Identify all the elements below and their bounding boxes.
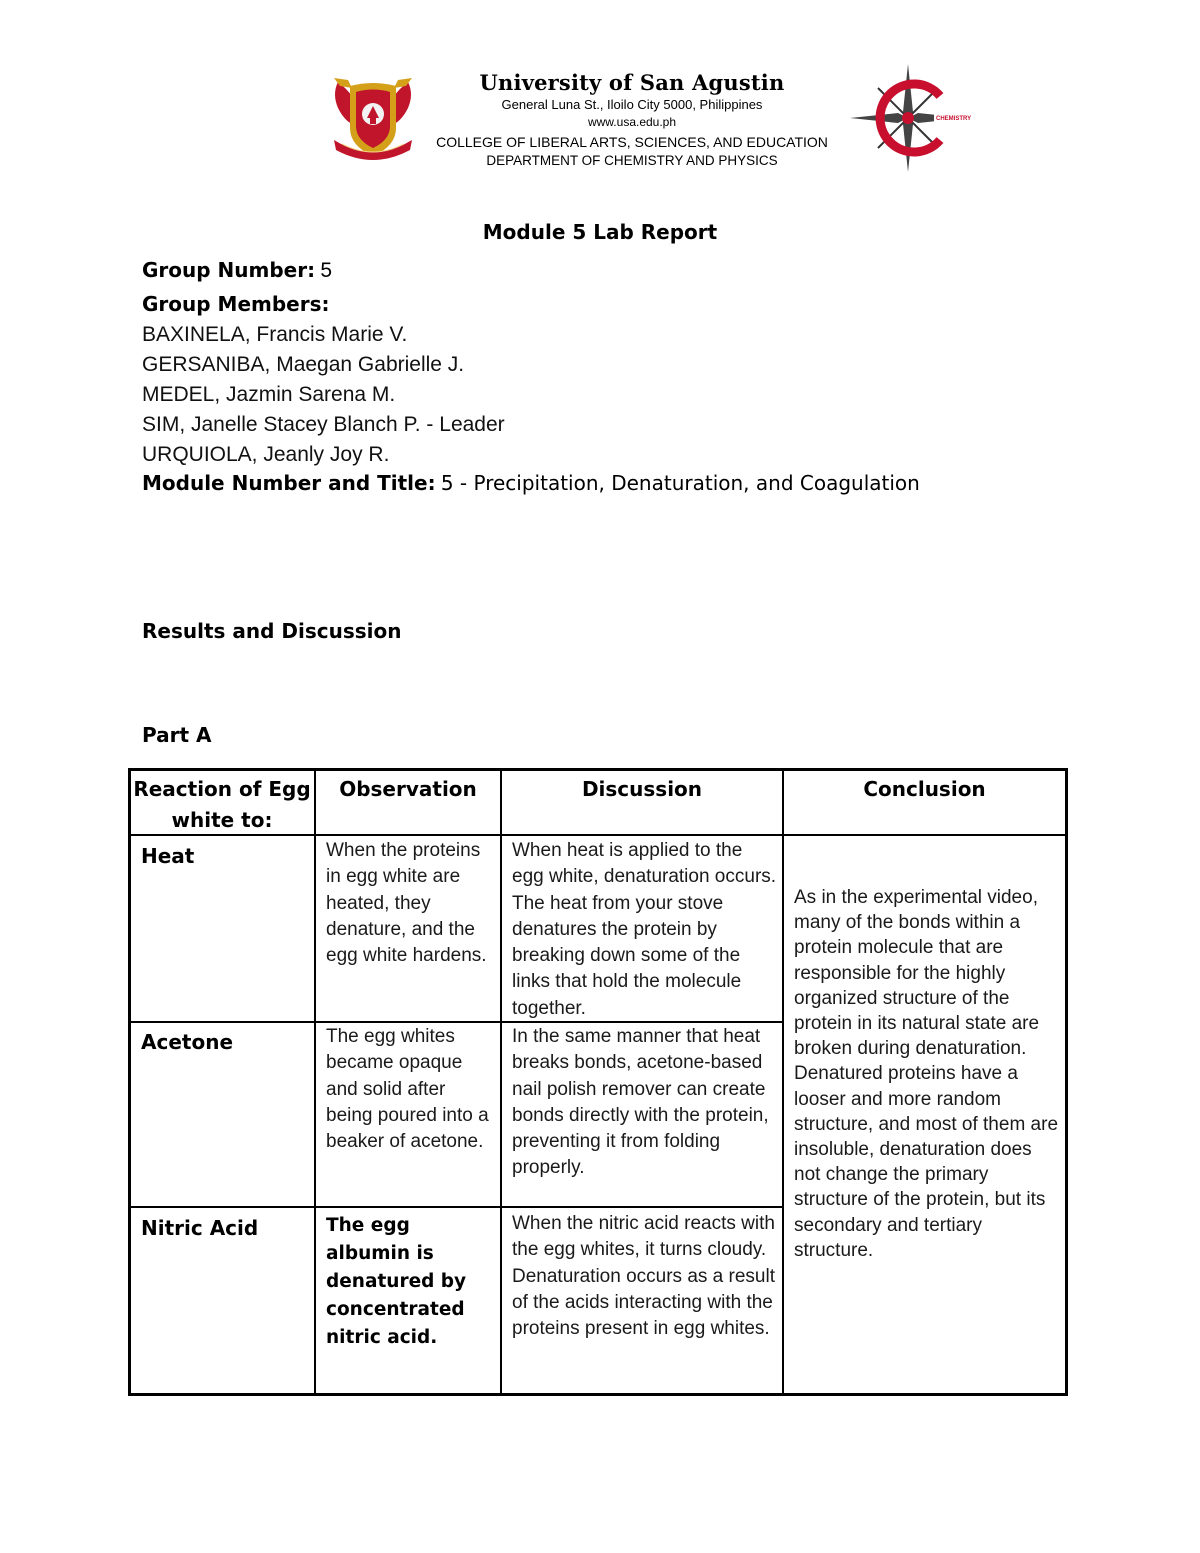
chemistry-logo-text: CHEMISTRY: [936, 116, 972, 122]
member-item: SIM, Janelle Stacey Blanch P. - Leader: [142, 413, 505, 436]
member-item: BAXINELA, Francis Marie V.: [142, 323, 408, 346]
observation-heat: When the proteins in egg white are heated, they denature, and the egg white hardens.: [326, 840, 487, 967]
row-label-heat: Heat: [141, 844, 195, 868]
results-heading: Results and Discussion: [142, 619, 402, 643]
university-seal-logo: [330, 74, 416, 162]
college-name: COLLEGE OF LIBERAL ARTS, SCIENCES, AND EDUCATION: [436, 134, 828, 150]
header-conclusion: Conclusion: [863, 777, 986, 801]
header-reaction: Reaction of Egg white to:: [133, 777, 311, 832]
member-item: URQUIOLA, Jeanly Joy R.: [142, 443, 390, 466]
member-item: MEDEL, Jazmin Sarena M.: [142, 383, 396, 406]
row-label-acetone: Acetone: [141, 1030, 234, 1054]
report-title: Module 5 Lab Report: [482, 220, 718, 244]
group-number-label: Group Number:: [142, 258, 316, 282]
group-number-line: [142, 258, 332, 283]
observation-nitric-acid: The egg albumin is denatured by concentrated nitric acid.: [326, 1215, 467, 1348]
chemistry-compass-logo: [848, 62, 978, 174]
university-name: University of San Agustin: [479, 70, 785, 95]
conclusion-text: As in the experimental video, many of the bonds within a protein molecule that are responsible for the highly organized structure of the protein in its natural state are broken during denaturation. Denatured proteins have a looser and more random structure, and most of them are insoluble, denaturation does not change the primary structure of the protein, but its secondary and tertiary structure.: [794, 887, 1059, 1261]
header-discussion: Discussion: [581, 777, 703, 801]
row-label-nitric-acid: Nitric Acid: [141, 1216, 259, 1240]
module-title-line: [142, 471, 920, 496]
university-website: www.usa.edu.ph: [587, 115, 677, 129]
header-observation: Observation: [339, 777, 477, 801]
discussion-heat: When heat is applied to the egg white, denaturation occurs. The heat from your stove denatures the protein by breaking down some of the links that hold the molecule together.: [512, 840, 777, 1019]
discussion-nitric-acid: When the nitric acid reacts with the egg whites, it turns cloudy. Denaturation occurs as a result of the acids interacting with the proteins present in egg whites.: [512, 1213, 775, 1340]
module-value: 5 - Precipitation, Denaturation, and Coagulation: [440, 471, 920, 495]
university-address: General Luna St., Iloilo City 5000, Philippines: [501, 97, 763, 112]
part-heading: Part A: [142, 723, 212, 747]
group-members-label: Group Members:: [142, 292, 330, 316]
discussion-acetone: In the same manner that heat breaks bonds, acetone-based nail polish remover can create bonds directly with the protein, preventing it from folding properly.: [512, 1026, 769, 1179]
observation-acetone: The egg whites became opaque and solid after being poured into a beaker of acetone.: [326, 1026, 489, 1153]
module-label: Module Number and Title:: [142, 471, 436, 495]
group-number-value: 5: [320, 259, 333, 282]
member-item: GERSANIBA, Maegan Gabrielle J.: [142, 353, 465, 376]
department-name: DEPARTMENT OF CHEMISTRY AND PHYSICS: [486, 153, 778, 168]
group-members-line: [142, 292, 330, 317]
